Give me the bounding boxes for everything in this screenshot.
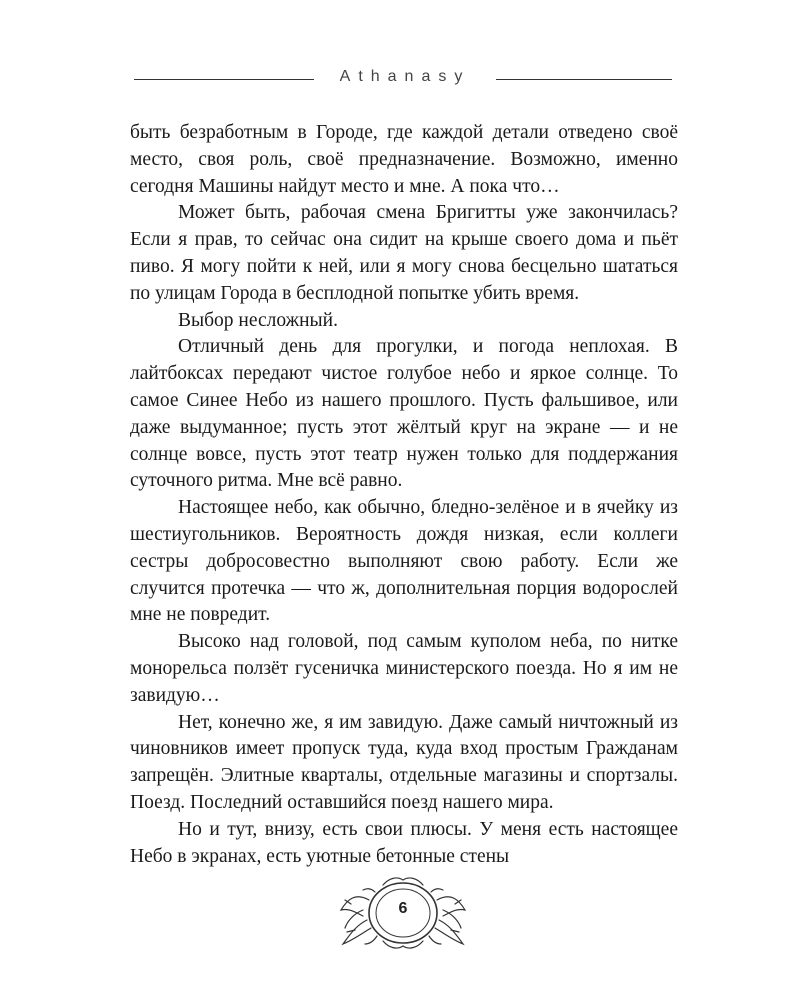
paragraph: быть безработным в Городе, где каждой детали отведено своё место, своя роль, своё предназначение. Возможно, именно сегодня Машины найдут место и мне. А пока что… [130, 122, 678, 197]
paragraph: Высоко над головой, под самым куполом неба, по нитке монорельса ползёт гусеничка министерского поезда. Но я им не завидую… [130, 631, 678, 706]
running-title: Athanasy [339, 68, 471, 85]
paragraph: Может быть, рабочая смена Бригитты уже закончилась? Если я прав, то сейчас она сидит на крыше своего дома и пьёт пиво. Я могу пойти к ней, или я могу снова бесцельно шататься по улицам Города в бесплодной попытке убить время. [130, 202, 678, 304]
page-number-ornament [333, 870, 473, 956]
paragraph: Настоящее небо, как обычно, бледно-зелёное и в ячейку из шестиугольников. Вероятность дождя низкая, если коллеги сестры добросовестно выполняют свою работу. Если же случится протечка — что ж, дополнительная порция водорослей мне не повредит. [130, 497, 678, 626]
header-rule-left [134, 79, 314, 80]
page-number: 6 [398, 900, 408, 917]
header-rule-right [496, 79, 672, 80]
body-text [130, 120, 678, 870]
paragraph: Отличный день для прогулки, и погода неплохая. В лайтбоксах передают чистое голубое небо и яркое солнце. То самое Синее Небо из нашего прошлого. Пусть фальшивое, или даже выдуманное; пусть этот жёлтый круг на экране — и не солнце вовсе, пусть этот театр нужен только для поддержания суточного ритма. Мне всё равно. [130, 336, 678, 492]
paragraph: Нет, конечно же, я им завидую. Даже самый ничтожный из чиновников имеет пропуск туда, куда вход простым Гражданам запрещён. Элитные кварталы, отдельные магазины и спортзалы. Поезд. Последний оставшийся поезд нашего мира. [130, 711, 678, 813]
paragraph: Выбор несложный. [178, 309, 338, 331]
running-header [130, 66, 676, 92]
paragraph: Но и тут, внизу, есть свои плюсы. У меня есть настоящее Небо в экранах, есть уютные бетонные стены [130, 818, 678, 867]
